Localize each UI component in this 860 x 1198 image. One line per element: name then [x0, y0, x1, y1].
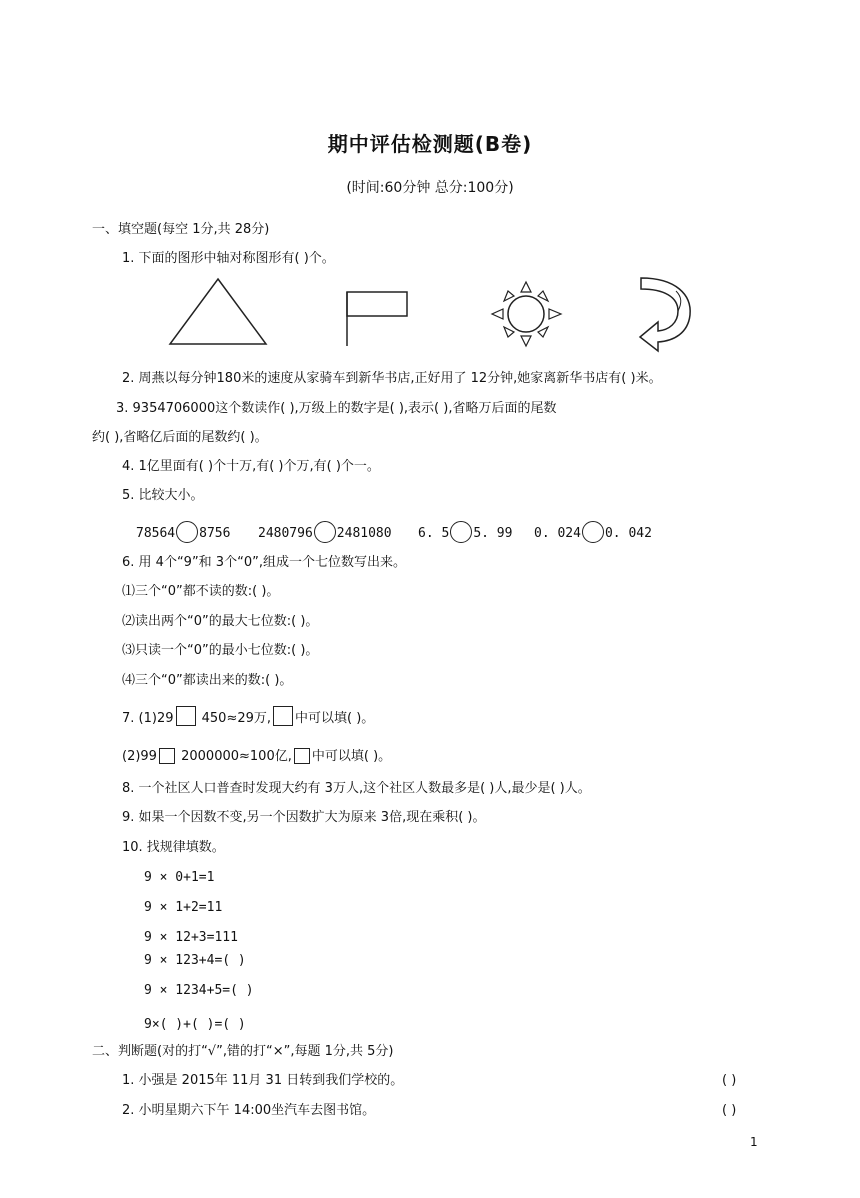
compare-item: [136, 521, 230, 543]
compare-right: 8756: [199, 526, 231, 541]
page-title: 期中评估检测题(B卷): [327, 132, 533, 156]
blank-box[interactable]: [176, 706, 196, 726]
question-7-part1: [122, 706, 374, 727]
compare-left: 6. 5: [418, 526, 450, 541]
compare-circle[interactable]: [176, 521, 198, 543]
pattern-line: 9 × 0+1=1: [144, 870, 215, 885]
question-1: 1. 下面的图形中轴对称图形有( )个。: [122, 251, 335, 266]
exam-info: (时间:60分钟 总分:100分): [346, 180, 514, 196]
compare-left: 2480796: [258, 526, 313, 541]
pattern-line: 9 × 1234+5=( ): [144, 983, 254, 998]
judge-answer-1[interactable]: ( ): [722, 1073, 737, 1088]
compare-right: 0. 042: [604, 526, 652, 541]
section2-heading: 二、判断题(对的打“√”,错的打“×”,每题 1分,共 5分): [92, 1044, 394, 1059]
page-number: 1: [750, 1135, 758, 1149]
sun-figure: [488, 277, 568, 357]
question-3-line1: 3. 9354706000这个数读作( ),万级上的数字是( ),表示( ),省略万后面的尾数: [116, 401, 557, 416]
question-4: 4. 1亿里面有( )个十万,有( )个万,有( )个一。: [122, 459, 380, 474]
pattern-line: 9 × 12+3=111: [144, 930, 238, 945]
compare-item: [258, 521, 392, 543]
pattern-line: 9 × 1+2=11: [144, 900, 223, 915]
question-8: 8. 一个社区人口普查时发现大约有 3万人,这个社区人数最多是( )人,最少是( )人。: [122, 781, 591, 796]
q7-1-suffix: 中可以填( )。: [295, 711, 375, 726]
compare-left: 78564: [136, 526, 176, 541]
question-6-part4: ⑷三个“0”都读出来的数:( )。: [122, 673, 293, 688]
question-6-part2: ⑵读出两个“0”的最大七位数:( )。: [122, 614, 319, 629]
question-10: 10. 找规律填数。: [122, 840, 225, 855]
question-6-part1: ⑴三个“0”都不读的数:( )。: [122, 584, 280, 599]
blank-box[interactable]: [159, 748, 175, 764]
question-5: 5. 比较大小。: [122, 488, 204, 503]
compare-circle[interactable]: [314, 521, 336, 543]
question-2: 2. 周燕以每分钟180米的速度从家骑车到新华书店,正好用了 12分钟,她家离新华书店有( )米。: [122, 371, 662, 386]
compare-item: [418, 521, 512, 543]
compare-item: [534, 521, 652, 543]
q7-2-suffix: 中可以填( )。: [311, 749, 392, 764]
curved-arrow-figure: [636, 275, 696, 357]
pattern-line: 9×( )+( )=( ): [144, 1017, 246, 1032]
compare-right: 2481080: [336, 526, 392, 541]
compare-circle[interactable]: [582, 521, 604, 543]
question-6-part3: ⑶只读一个“0”的最小七位数:( )。: [122, 643, 319, 658]
compare-left: 0. 024: [534, 526, 581, 541]
judge-answer-2[interactable]: ( ): [722, 1103, 737, 1118]
judge-item-2: 2. 小明星期六下午 14:00坐汽车去图书馆。: [122, 1103, 376, 1118]
blank-box[interactable]: [294, 748, 310, 764]
section1-heading: 一、填空题(每空 1分,共 28分): [92, 222, 270, 237]
compare-right: 5. 99: [473, 526, 513, 541]
pattern-line: 9 × 123+4=( ): [144, 953, 246, 968]
judge-item-1: 1. 小强是 2015年 11月 31 日转到我们学校的。: [122, 1073, 404, 1088]
question-9: 9. 如果一个因数不变,另一个因数扩大为原来 3倍,现在乘积( )。: [122, 810, 486, 825]
blank-box[interactable]: [273, 706, 293, 726]
q7-2-prefix: (2)99: [122, 749, 157, 764]
question-3-line2: 约( ),省略亿后面的尾数约( )。: [92, 430, 268, 445]
q7-2-mid: 2000000≈100亿,: [181, 749, 292, 764]
question-7-part2: [122, 748, 391, 765]
triangle-figure: [168, 277, 268, 347]
flag-figure: [343, 288, 413, 348]
compare-circle[interactable]: [450, 521, 472, 543]
question-6: 6. 用 4个“9”和 3个“0”,组成一个七位数写出来。: [122, 555, 406, 570]
q7-1-prefix: 7. (1)29: [122, 711, 174, 726]
q7-1-mid: 450≈29万,: [201, 711, 272, 726]
